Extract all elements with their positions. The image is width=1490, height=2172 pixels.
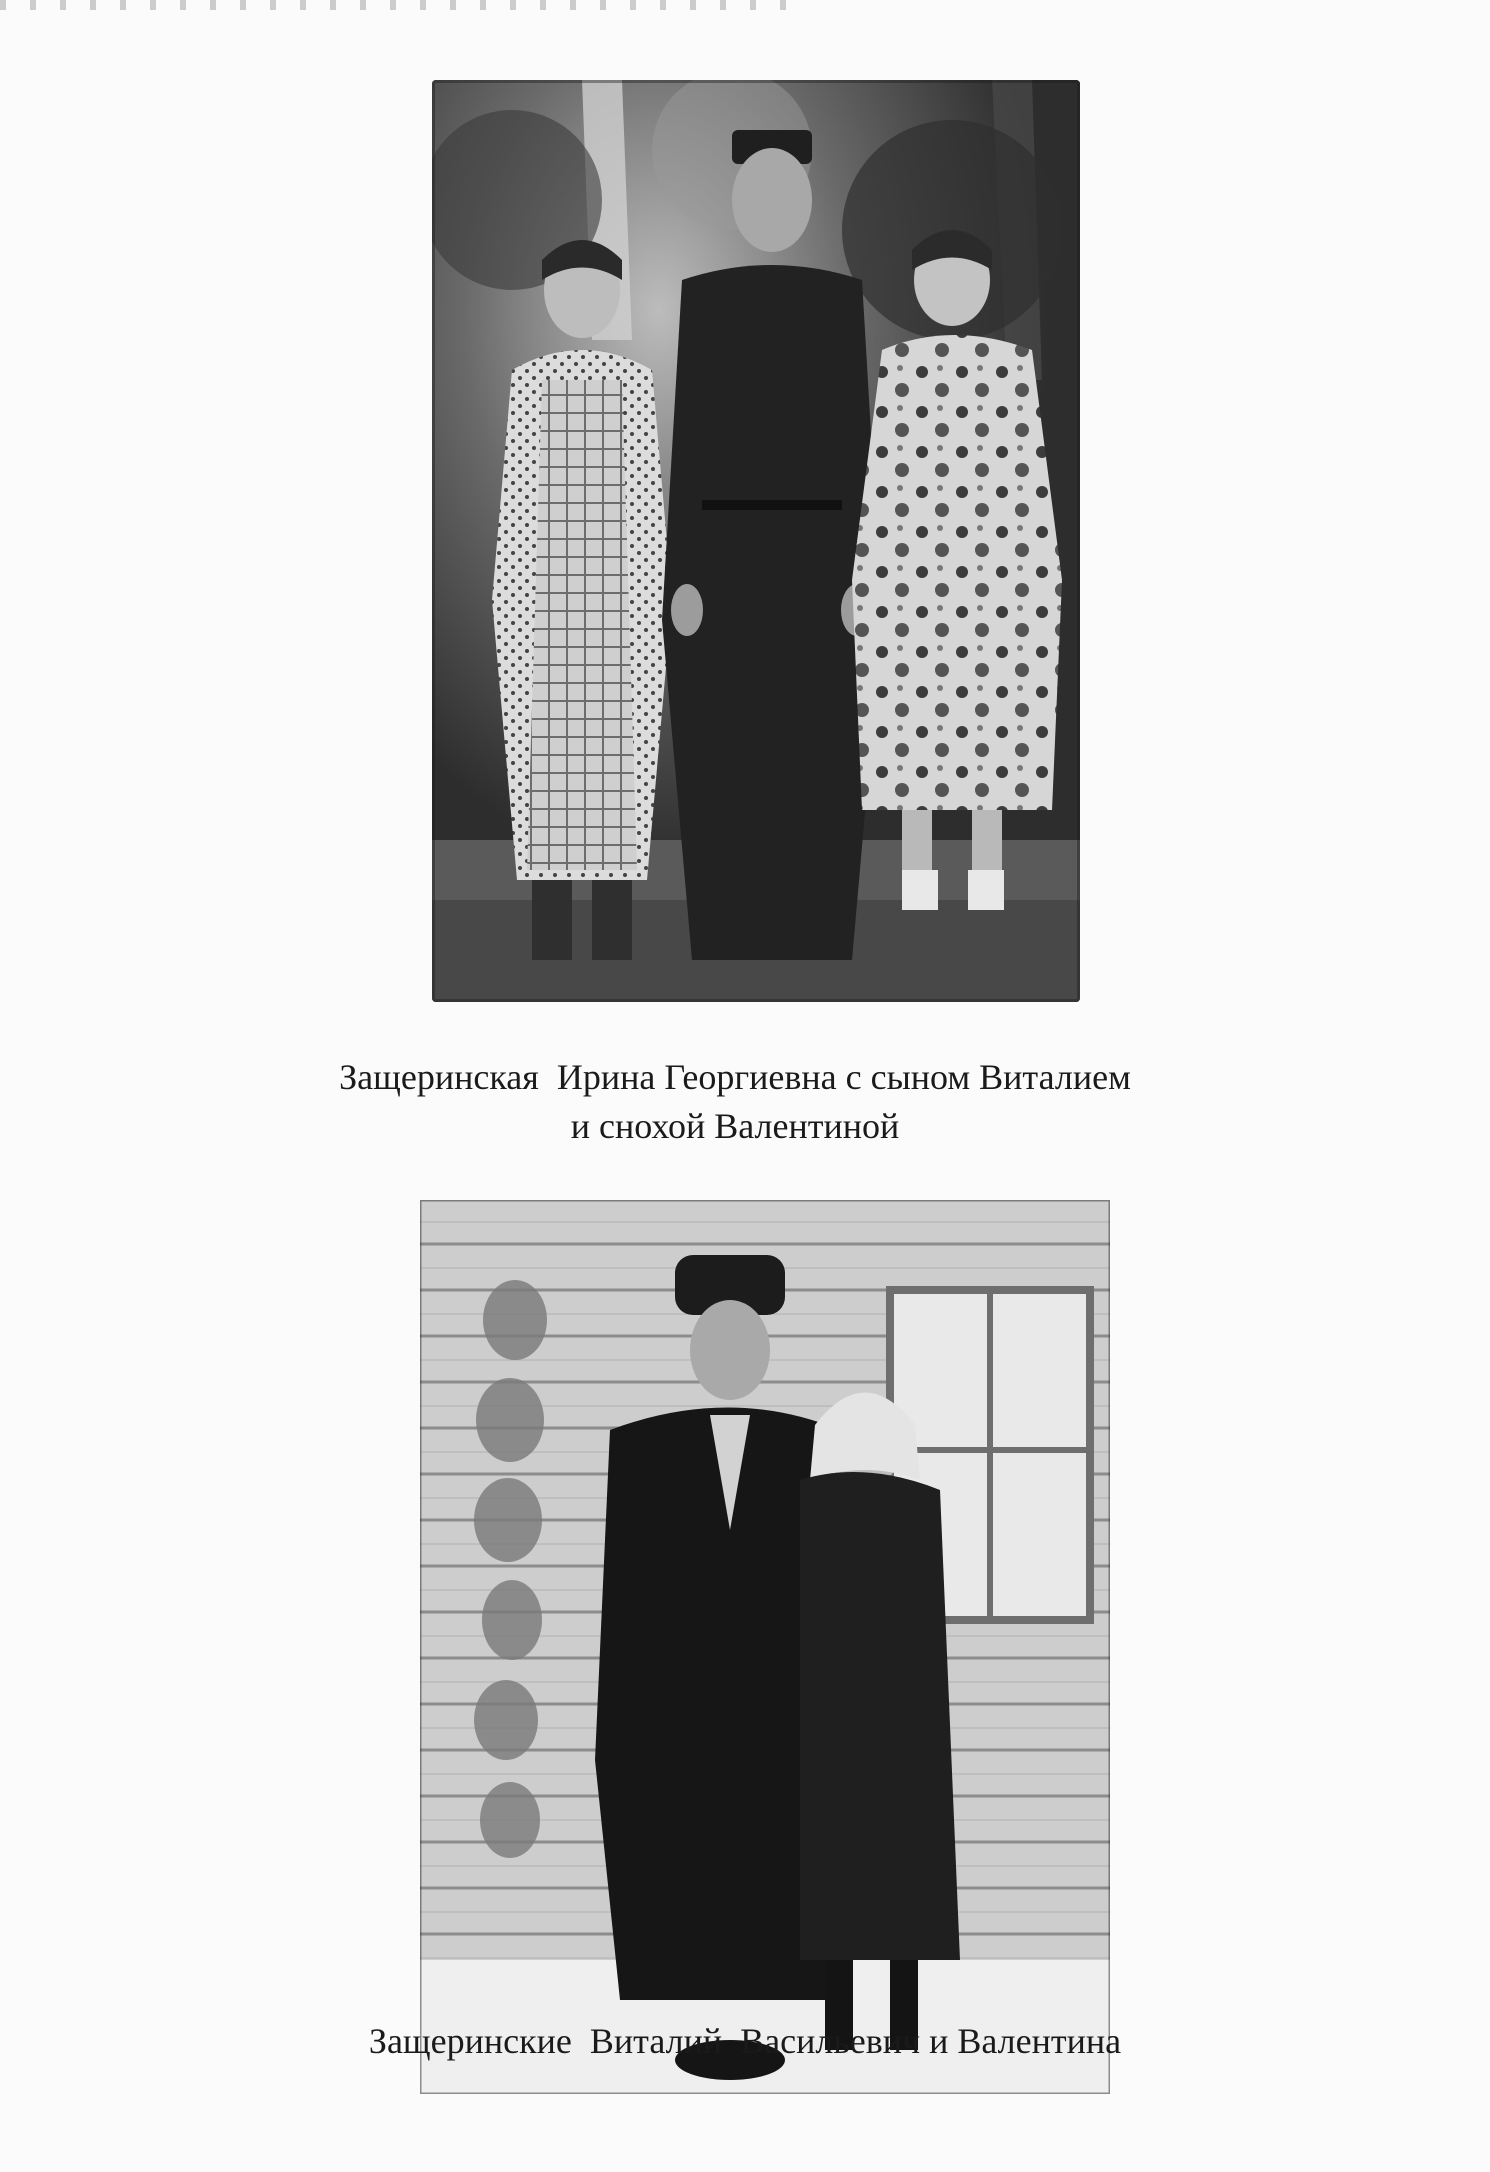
family-photo-winter: [420, 1200, 1110, 2094]
page-perforation: [0, 0, 800, 10]
caption-photo-1-line-2: и снохой Валентиной: [570, 1106, 900, 1146]
caption-photo-2: Защеринские Виталий Васильевич и Валентина: [368, 2021, 1122, 2061]
photo-winter-illustration: [420, 1200, 1110, 2094]
family-photo-summer: [432, 80, 1080, 1002]
caption-photo-1-line-1: Защеринская Ирина Георгиевна с сыном Виталием: [339, 1057, 1131, 1097]
photo-summer-illustration: [432, 80, 1080, 1002]
